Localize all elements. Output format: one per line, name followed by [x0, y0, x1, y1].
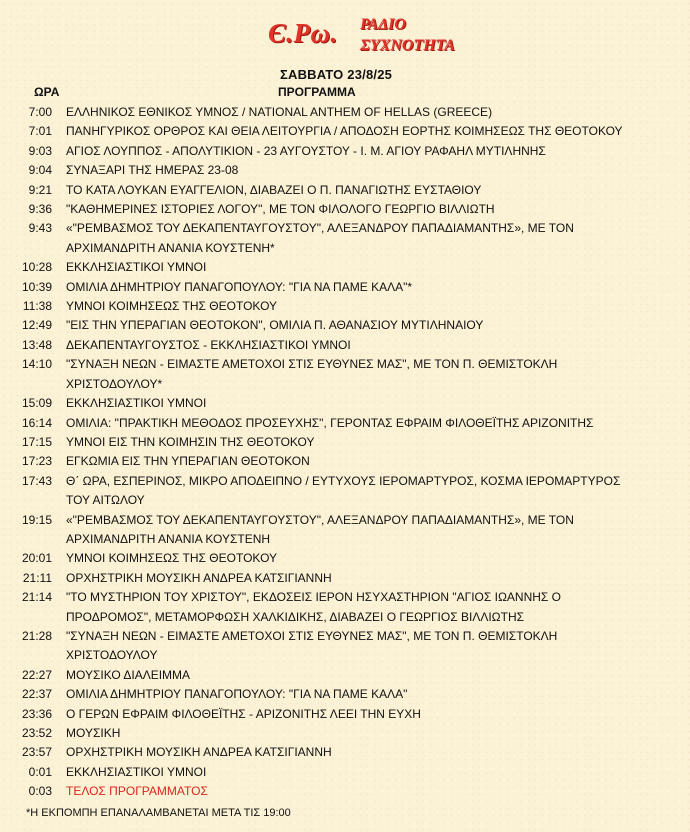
schedule-list	[0, 103, 690, 802]
schedule-row	[0, 452, 690, 471]
schedule-title: ΤΕΛΟΣ ΠΡΟΓΡΑΜΜΑΤΟΣ	[66, 784, 208, 799]
schedule-title: ΕΓΚΩΜΙΑ ΕΙΣ ΤΗΝ ΥΠΕΡΑΓΙΑΝ ΘΕΟΤΟΚΟΝ	[66, 454, 310, 469]
schedule-title: ΥΜΝΟΙ ΕΙΣ ΤΗΝ ΚΟΙΜΗΣΙΝ ΤΗΣ ΘΕΟΤΟΚΟΥ	[66, 434, 315, 449]
schedule-title: ΕΛΛΗΝΙΚΟΣ ΕΘΝΙΚΟΣ ΥΜΝΟΣ / NATIONAL ANTHEM OF HELLAS (GREECE)	[66, 105, 493, 119]
schedule-row	[0, 472, 690, 511]
schedule-time: 21:11	[22, 570, 52, 585]
schedule-time: 7:00	[28, 105, 52, 119]
schedule-title: ΠΑΝΗΓΥΡΙΚΟΣ ΟΡΘΡΟΣ ΚΑΙ ΘΕΙΑ ΛΕΙΤΟΥΡΓΙΑ / ΑΠΟΔΟΣΗ ΕΟΡΤΗΣ ΚΟΙΜΗΣΕΩΣ ΤΗΣ ΘΕΟΤΟΚΟΥ	[66, 124, 623, 139]
schedule-title: ΕΚΚΛΗΣΙΑΣΤΙΚΟΙ ΥΜΝΟΙ	[66, 764, 207, 779]
schedule-row	[0, 782, 690, 801]
schedule-row	[0, 763, 690, 782]
schedule-title: ΕΚΚΛΗΣΙΑΣΤΙΚΟΙ ΥΜΝΟΙ	[66, 260, 207, 275]
schedule-title: ΥΜΝΟΙ ΚΟΙΜΗΣΕΩΣ ΤΗΣ ΘΕΟΤΟΚΟΥ	[66, 299, 278, 314]
schedule-row	[0, 627, 690, 666]
schedule-title: ΑΓΙΟΣ ΛΟΥΠΠΟΣ - ΑΠΟΛΥΤΙΚΙΟΝ - 23 ΑΥΓΟΥΣΤΟΥ - Ι. Μ. ΑΓΙΟΥ ΡΑΦΑΗΛ ΜΥΤΙΛΗΝΗΣ	[66, 143, 546, 158]
schedule-row	[0, 588, 690, 627]
schedule-title: ΟΜΙΛΙΑ ΔΗΜΗΤΡΙΟΥ ΠΑΝΑΓΟΠΟΥΛΟΥ: "ΓΙΑ ΝΑ ΠΑΜΕ ΚΑΛΑ"	[66, 687, 408, 702]
schedule-title: «"ΡΕΜΒΑΣΜΟΣ ΤΟΥ ΔΕΚΑΠΕΝΤΑΥΓΟΥΣΤΟΥ", ΑΛΕΞΑΝΔΡΟΥ ΠΑΠΑΔΙΑΜΑΝΤΗΣ», ΜΕ ΤΟΝ ΑΡΧΙΜΑΝΔΡΙΤΗ ΑΝΑΝΙΑ ΚΟΥΣΤΕΝΗ	[66, 512, 574, 546]
schedule-row	[0, 161, 690, 180]
schedule-row	[0, 569, 690, 588]
schedule-row	[0, 666, 690, 685]
logo-main-text: Є.Ρω.	[268, 18, 338, 48]
schedule-time: 17:23	[21, 454, 52, 469]
schedule-row	[0, 743, 690, 762]
schedule-time: 14:10	[21, 357, 52, 372]
schedule-title: ΕΚΚΛΗΣΙΑΣΤΙΚΟΙ ΥΜΝΟΙ	[66, 396, 207, 411]
logo-line-2: ΣΥΧΝΟΤΗΤΑ	[360, 37, 455, 54]
schedule-title: "ΚΑΘΗΜΕΡΙΝΕΣ ΙΣΤΟΡΙΕΣ ΛΟΓΟΥ", ΜΕ ΤΟΝ ΦΙΛΟΛΟΓΟ ΓΕΩΡΓΙΟ ΒΙΛΛΙΩΤΗ	[66, 202, 495, 217]
schedule-title: ΣΥΝΑΞΑΡΙ ΤΗΣ ΗΜΕΡΑΣ 23-08	[66, 163, 239, 178]
schedule-time: 13:48	[21, 337, 52, 352]
schedule-time: 9:21	[28, 182, 52, 197]
schedule-row	[0, 355, 690, 394]
schedule-time: 20:01	[21, 551, 52, 566]
schedule-title: ΤΟ ΚΑΤΑ ΛΟΥΚΑΝ ΕΥΑΓΓΕΛΙΟΝ, ΔΙΑΒΑΖΕΙ Ο Π. ΠΑΝΑΓΙΩΤΗΣ ΕΥΣΤΑΘΙΟΥ	[66, 182, 482, 197]
schedule-time: 17:15	[21, 434, 52, 449]
schedule-row	[0, 511, 690, 550]
schedule-time: 21:14	[21, 590, 52, 605]
schedule-time: 19:15	[21, 512, 52, 527]
schedule-time: 16:14	[21, 415, 52, 430]
schedule-row	[0, 724, 690, 743]
schedule-row	[0, 219, 690, 258]
schedule-title: ΟΡΧΗΣΤΡΙΚΗ ΜΟΥΣΙΚΗ ΑΝΔΡΕΑ ΚΑΤΣΙΓΙΑΝΝΗ	[66, 745, 332, 760]
schedule-row	[0, 142, 690, 161]
schedule-row	[0, 181, 690, 200]
schedule-row	[0, 103, 690, 122]
schedule-row	[0, 122, 690, 141]
schedule-time: 9:43	[28, 221, 52, 236]
schedule-row	[0, 297, 690, 316]
schedule-row	[0, 705, 690, 724]
schedule-time: 15:09	[21, 396, 52, 411]
schedule-title: Θ΄ ΩΡΑ, ΕΣΠΕΡΙΝΟΣ, ΜΙΚΡΟ ΑΠΟΔΕΙΠΝΟ / ΕΥΤΥΧΟΥΣ ΙΕΡΟΜΑΡΤΥΡΟΣ, ΚΟΣΜΑ ΙΕΡΟΜΑΡΤΥΡΟΣ ΤΟΥ ΑΙΤΩΛΟΥ	[66, 473, 621, 508]
schedule-time: 23:52	[21, 726, 52, 740]
schedule-title: Ο ΓΕΡΩΝ ΕΦΡΑΙΜ ΦΙΛΟΘΕΪΤΗΣ - ΑΡΙΖΟΝΙΤΗΣ ΛΕΕΙ ΤΗΝ ΕΥΧΗ	[66, 706, 421, 721]
schedule-title: ΥΜΝΟΙ ΚΟΙΜΗΣΕΩΣ ΤΗΣ ΘΕΟΤΟΚΟΥ	[66, 551, 278, 566]
schedule-time: 22:37	[21, 687, 52, 702]
logo-line-1: ΡΑΔΙΟ	[360, 16, 406, 33]
schedule-time: 21:28	[21, 628, 52, 643]
schedule-title: «"ΡΕΜΒΑΣΜΟΣ ΤΟΥ ΔΕΚΑΠΕΝΤΑΥΓΟΥΣΤΟΥ", ΑΛΕΞΑΝΔΡΟΥ ΠΑΠΑΔΙΑΜΑΝΤΗΣ», ΜΕ ΤΟΝ ΑΡΧΙΜΑΝΔΡΙΤΗ ΑΝΑΝΙΑ ΚΟΥΣΤΕΝΗ*	[66, 221, 574, 255]
schedule-title: ΟΡΧΗΣΤΡΙΚΗ ΜΟΥΣΙΚΗ ΑΝΔΡΕΑ ΚΑΤΣΙΓΙΑΝΝΗ	[66, 570, 332, 585]
logo-subtitle	[360, 14, 455, 56]
schedule-row	[0, 316, 690, 335]
schedule-time: 0:01	[28, 764, 52, 779]
schedule-time: 23:36	[21, 706, 52, 721]
schedule-time: 10:39	[21, 279, 52, 294]
schedule-row	[0, 433, 690, 452]
schedule-title: "ΣΥΝΑΞΗ ΝΕΩΝ - ΕΙΜΑΣΤΕ ΑΜΕΤΟΧΟΙ ΣΤΙΣ ΕΥΘΥΝΕΣ ΜΑΣ", ΜΕ ΤΟΝ Π. ΘΕΜΙΣΤΟΚΛΗ ΧΡΙΣΤΟΔΟΥΛΟΥ	[66, 628, 558, 663]
schedule-row	[0, 278, 690, 297]
schedule-title: "ΤΟ ΜΥΣΤΗΡΙΟΝ ΤΟΥ ΧΡΙΣΤΟΥ", ΕΚΔΟΣΕΙΣ ΙΕΡΟΝ ΗΣΥΧΑΣΤΗΡΙΟΝ "ΑΓΙΟΣ ΙΩΑΝΝΗΣ Ο ΠΡΟΔΡΟΜΟΣ", ΜΕΤΑΜΟΡΦΩΣΗ ΧΑΛΚΙΔΙΚΗΣ, ΔΙΑΒΑΖΕΙ Ο ΓΕΩΡΓΙΟΣ ΒΙΛΛΙΩΤΗΣ	[66, 590, 561, 624]
schedule-row	[0, 394, 690, 413]
schedule-time: 23:57	[21, 745, 52, 760]
schedule-title: ΟΜΙΛΙΑ: "ΠΡΑΚΤΙΚΗ ΜΕΘΟΔΟΣ ΠΡΟΣΕΥΧΗΣ", ΓΕΡΟΝΤΑΣ ΕΦΡΑΙΜ ΦΙΛΟΘΕΪΤΗΣ ΑΡΙΖΟΝΙΤΗΣ	[66, 415, 594, 430]
schedule-time: 9:03	[28, 143, 52, 158]
station-logo	[268, 14, 498, 64]
column-header-time: ΩΡΑ	[34, 85, 60, 99]
schedule-title: ΟΜΙΛΙΑ ΔΗΜΗΤΡΙΟΥ ΠΑΝΑΓΟΠΟΥΛΟΥ: "ΓΙΑ ΝΑ ΠΑΜΕ ΚΑΛΑ"*	[66, 279, 413, 294]
schedule-row	[0, 336, 690, 355]
schedule-time: 9:04	[28, 163, 52, 178]
schedule-title: "ΣΥΝΑΞΗ ΝΕΩΝ - ΕΙΜΑΣΤΕ ΑΜΕΤΟΧΟΙ ΣΤΙΣ ΕΥΘΥΝΕΣ ΜΑΣ", ΜΕ ΤΟΝ Π. ΘΕΜΙΣΤΟΚΛΗ ΧΡΙΣΤΟΔΟΥΛΟΥ*	[66, 357, 558, 391]
schedule-time: 12:49	[21, 318, 52, 333]
schedule-row	[0, 200, 690, 219]
footnote: *Η ΕΚΠΟΜΠΗ ΕΠΑΝΑΛΑΜΒΑΝΕΤΑΙ ΜΕΤΑ ΤΙΣ 19:00	[26, 807, 291, 819]
schedule-date: ΣΑΒΒΑΤΟ 23/8/25	[280, 67, 393, 82]
schedule-row	[0, 258, 690, 277]
schedule-time: 10:28	[21, 260, 52, 275]
schedule-title: ΔΕΚΑΠΕΝΤΑΥΓΟΥΣΤΟΣ - ΕΚΚΛΗΣΙΑΣΤΙΚΟΙ ΥΜΝΟΙ	[66, 337, 351, 352]
schedule-title: "ΕΙΣ ΤΗΝ ΥΠΕΡΑΓΙΑΝ ΘΕΟΤΟΚΟΝ", ΟΜΙΛΙΑ Π. ΑΘΑΝΑΣΙΟΥ ΜΥΤΙΛΗΝΑΙΟΥ	[66, 318, 484, 333]
schedule-title: ΜΟΥΣΙΚΗ	[66, 726, 121, 740]
schedule-time: 9:36	[28, 202, 52, 217]
schedule-time: 0:03	[28, 784, 52, 799]
schedule-row	[0, 549, 690, 568]
schedule-row	[0, 685, 690, 704]
schedule-time: 7:01	[28, 124, 52, 139]
schedule-time: 17:43	[21, 473, 52, 488]
schedule-time: 22:27	[21, 667, 52, 682]
schedule-time: 11:38	[22, 299, 52, 314]
column-header-program: ΠΡΟΓΡΑΜΜΑ	[278, 85, 356, 99]
schedule-row	[0, 414, 690, 433]
schedule-title: ΜΟΥΣΙΚΟ ΔΙΑΛΕΙΜΜΑ	[66, 667, 191, 682]
